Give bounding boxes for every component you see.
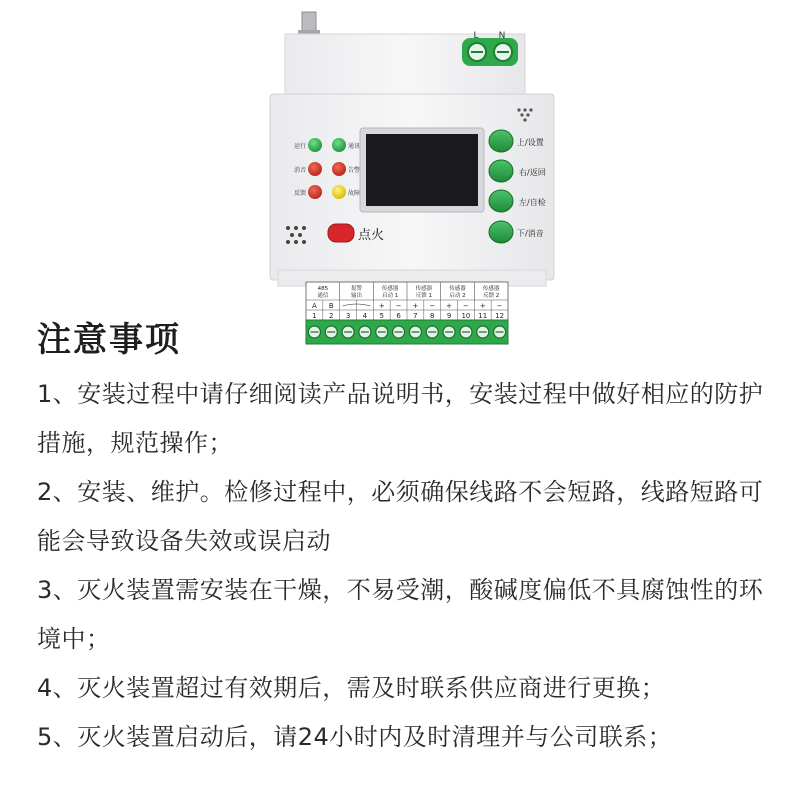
terminal-group-title: 485 — [317, 286, 329, 292]
terminal-number: 6 — [396, 312, 401, 320]
terminal-group-title: 传感器 — [381, 286, 399, 292]
note-item-2: 2、安装、维护。检修过程中，必须确保线路不会短路，线路短路可能会导致设备失效或误启动 — [37, 478, 764, 555]
note-item-1: 1、安装过程中请仔细阅读产品说明书，安装过程中做好相应的防护措施，规范操作； — [37, 380, 764, 457]
power-label-n: N — [498, 31, 506, 41]
terminal-number: 11 — [478, 312, 488, 320]
terminal-sign: − — [395, 302, 402, 310]
terminal-sign: − — [462, 302, 469, 310]
fire-controller-device — [0, 0, 800, 360]
comm-led-label: 通讯 — [348, 143, 361, 150]
silence-led — [308, 162, 322, 176]
feedback-led-label: 反馈 — [293, 190, 306, 197]
terminal-number: 3 — [345, 312, 351, 320]
fault-led — [332, 185, 346, 199]
terminal-number: 12 — [495, 312, 505, 320]
left-selftest-label: 左/自检 — [519, 198, 546, 207]
terminal-group-title: 传感器 — [415, 286, 433, 292]
power-label-l: L — [473, 31, 479, 41]
terminal-number: 10 — [461, 312, 471, 320]
feedback-led — [308, 185, 322, 199]
terminal-sign: − — [496, 302, 503, 310]
fault-led-label: 故障 — [348, 190, 361, 197]
terminal-group-subtitle: 反馈 1 — [415, 293, 432, 299]
terminal-number: 7 — [413, 312, 418, 320]
terminal-sign: + — [446, 302, 453, 310]
comm-led — [332, 138, 346, 152]
terminal-group-subtitle: 启动 2 — [449, 293, 466, 299]
terminal-sign: + — [412, 302, 419, 310]
terminal-group-title: 传感器 — [449, 286, 466, 292]
alarm-led-label: 告警 — [348, 167, 361, 174]
terminal-number: 9 — [446, 312, 452, 320]
fire-button-label: 点火 — [358, 228, 385, 243]
notes-list — [37, 370, 782, 762]
terminal-number: 8 — [430, 312, 435, 320]
terminal-group-subtitle: 启动 1 — [382, 293, 399, 299]
note-item-3: 3、灭火装置需安装在干燥，不易受潮，酸碱度偏低不具腐蚀性的环境中； — [37, 576, 764, 653]
lcd-screen — [366, 134, 478, 206]
terminal-group-title: 传感器 — [482, 286, 500, 292]
notes-title: 注意事项 — [37, 320, 181, 360]
down-silence-label: 下/消音 — [517, 229, 544, 238]
silence-led-label: 消音 — [293, 167, 306, 174]
terminal-number: 2 — [329, 312, 334, 320]
terminal-sign: + — [479, 302, 486, 310]
right-return-label: 右/返回 — [519, 168, 546, 177]
note-item-4: 4、灭火装置超过有效期后，需及时联系供应商进行更换； — [37, 674, 666, 702]
terminal-group-subtitle: 反馈 2 — [483, 293, 500, 299]
run-led — [308, 138, 322, 152]
terminal-group-subtitle: 输出 — [350, 293, 363, 299]
terminal-number: 4 — [362, 312, 368, 320]
terminal-sign: + — [378, 302, 385, 310]
terminal-sign: B — [328, 302, 334, 310]
run-led-label: 运行 — [293, 143, 306, 150]
terminal-group-subtitle: 通信 — [317, 293, 329, 299]
alarm-led — [332, 162, 346, 176]
note-item-5: 5、灭火装置启动后，请24小时内及时清理并与公司联系； — [37, 723, 673, 751]
terminal-sign: − — [429, 302, 436, 310]
terminal-number: 5 — [379, 312, 384, 320]
up-settings-label: 上/设置 — [517, 138, 544, 147]
terminal-number: 1 — [312, 312, 317, 320]
terminal-sign: A — [312, 302, 317, 310]
terminal-group-title: 报警 — [350, 286, 363, 292]
